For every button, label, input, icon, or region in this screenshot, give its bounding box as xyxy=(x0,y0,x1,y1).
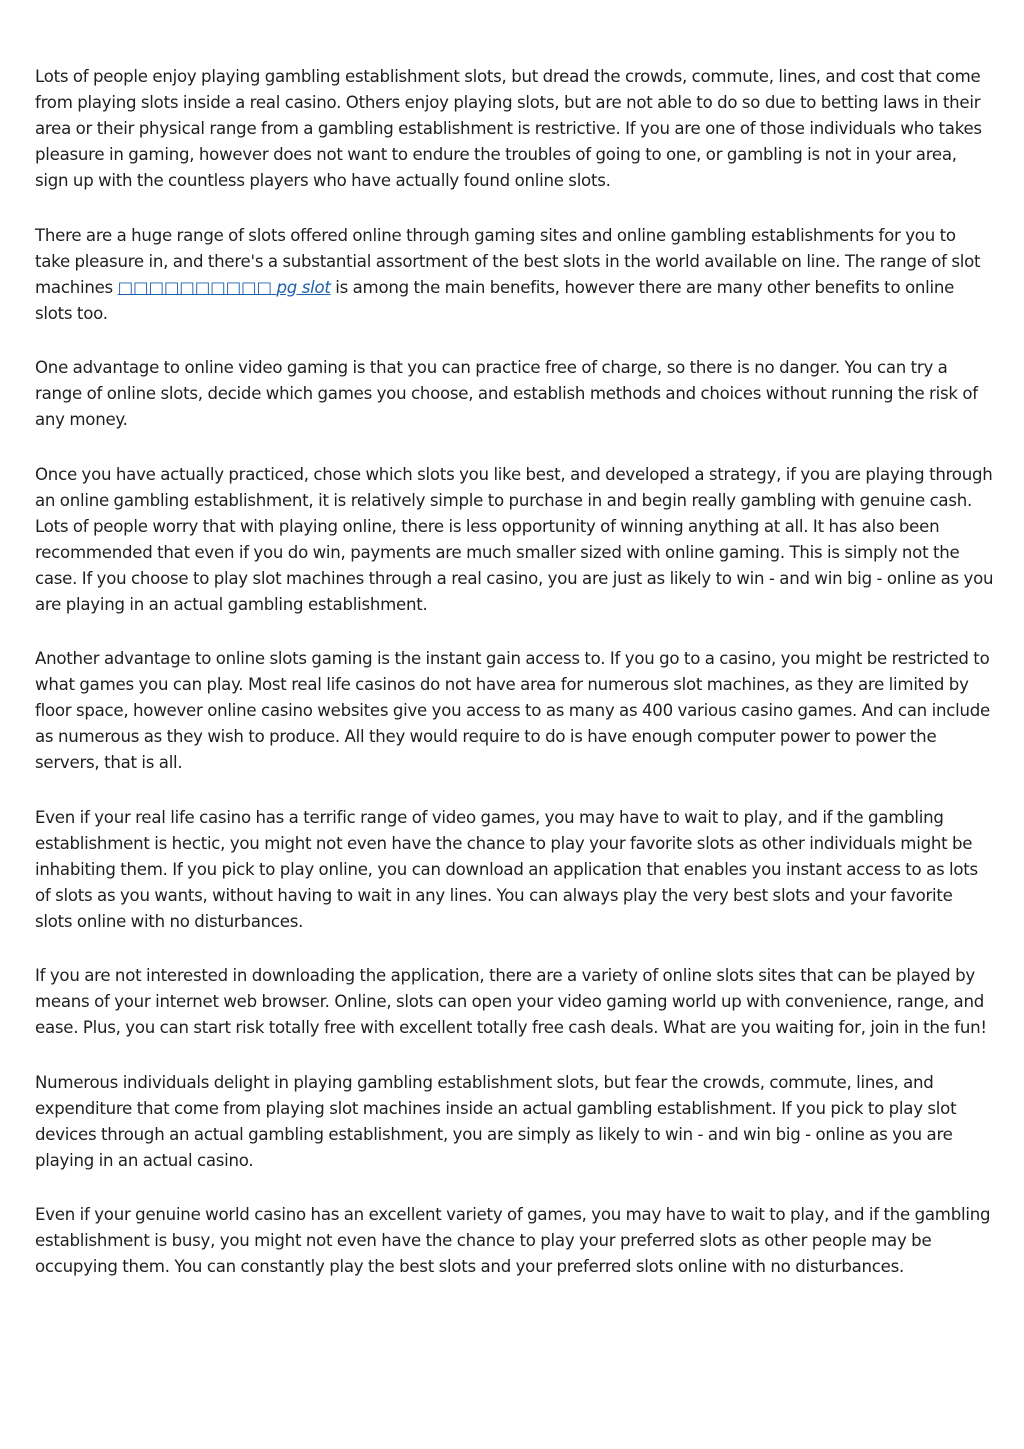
paragraph-7: If you are not interested in downloading the application, there are a variety of online slots sites that can be played by means of your internet web browser. Online, slots can open your video gaming world up with convenience, range, and ease. Plus, you can start risk totally free with excellent totally free cash deals. What are you waiting for, join in the fun! xyxy=(35,966,987,1037)
paragraph-2-before: There are a huge range of slots offered online through gaming sites and online gambling establishments for you to take pleasure in, and there's a substantial assortment of the best slots in the world available on line. The range of slot machines xyxy=(35,225,981,297)
link-glyphs: □□□□□□□□□□ xyxy=(117,277,272,297)
paragraph-3: One advantage to online video gaming is that you can practice free of charge, so there is no danger. You can try a range of online slots, decide which games you choose, and establish methods and choices without running the risk of any money. xyxy=(35,358,978,429)
paragraph-5: Another advantage to online slots gaming is the instant gain access to. If you go to a casino, you might be restricted to what games you can play. Most real life casinos do not have area for numerous slot machines, as they are limited by floor space, however online casino websites give you access to as many as 400 various casino games. And can include as numerous as they wish to produce. All they would require to do is have enough computer power to power the servers, that is all. xyxy=(35,649,990,772)
link-label: pg slot xyxy=(276,277,331,297)
pg-slot-link[interactable] xyxy=(118,278,331,297)
paragraph-2 xyxy=(35,223,994,327)
paragraph-4: Once you have actually practiced, chose which slots you like best, and developed a strategy, if you are playing through an online gambling establishment, it is relatively simple to purchase in and begin really gambling with genuine cash. Lots of people worry that with playing online, there is less opportunity of winning anything at all. It has also been recommended that even if you do win, payments are much smaller sized with online gaming. This is simply not the case. If you choose to play slot machines through a real casino, you are just as likely to win - and win big - online as you are playing in an actual gambling establishment. xyxy=(35,464,994,614)
paragraph-1: Lots of people enjoy playing gambling establishment slots, but dread the crowds, commute, lines, and cost that come from playing slots inside a real casino. Others enjoy playing slots, but are not able to do so due to betting laws in their area or their physical range from a gambling establishment is restrictive. If you are one of those individuals who takes pleasure in gaming, however does not want to endure the troubles of going to one, or gambling is not in your area, sign up with the countless players who have actually found online slots. xyxy=(35,67,982,190)
paragraph-2-after: is among the main benefits, however there are many other benefits to online slots too. xyxy=(35,277,955,323)
paragraph-9: Even if your genuine world casino has an excellent variety of games, you may have to wait to play, and if the gambling establishment is busy, you might not even have the chance to play your preferred slots as other people may be occupying them. You can constantly play the best slots and your preferred slots online with no disturbances. xyxy=(35,1205,991,1276)
paragraph-8: Numerous individuals delight in playing gambling establishment slots, but fear the crowds, commute, lines, and expenditure that come from playing slot machines inside an actual gambling establishment. If you pick to play slot devices through an actual gambling establishment, you are simply as likely to win - and win big - online as you are playing in an actual casino. xyxy=(35,1072,957,1170)
paragraph-6: Even if your real life casino has a terrific range of video games, you may have to wait to play, and if the gambling establishment is hectic, you might not even have the chance to play your favorite slots as other individuals might be inhabiting them. If you pick to play online, you can download an application that enables you instant access to as lots of slots as you wants, without having to wait in any lines. You can always play the very best slots and your favorite slots online with no disturbances. xyxy=(35,807,978,931)
